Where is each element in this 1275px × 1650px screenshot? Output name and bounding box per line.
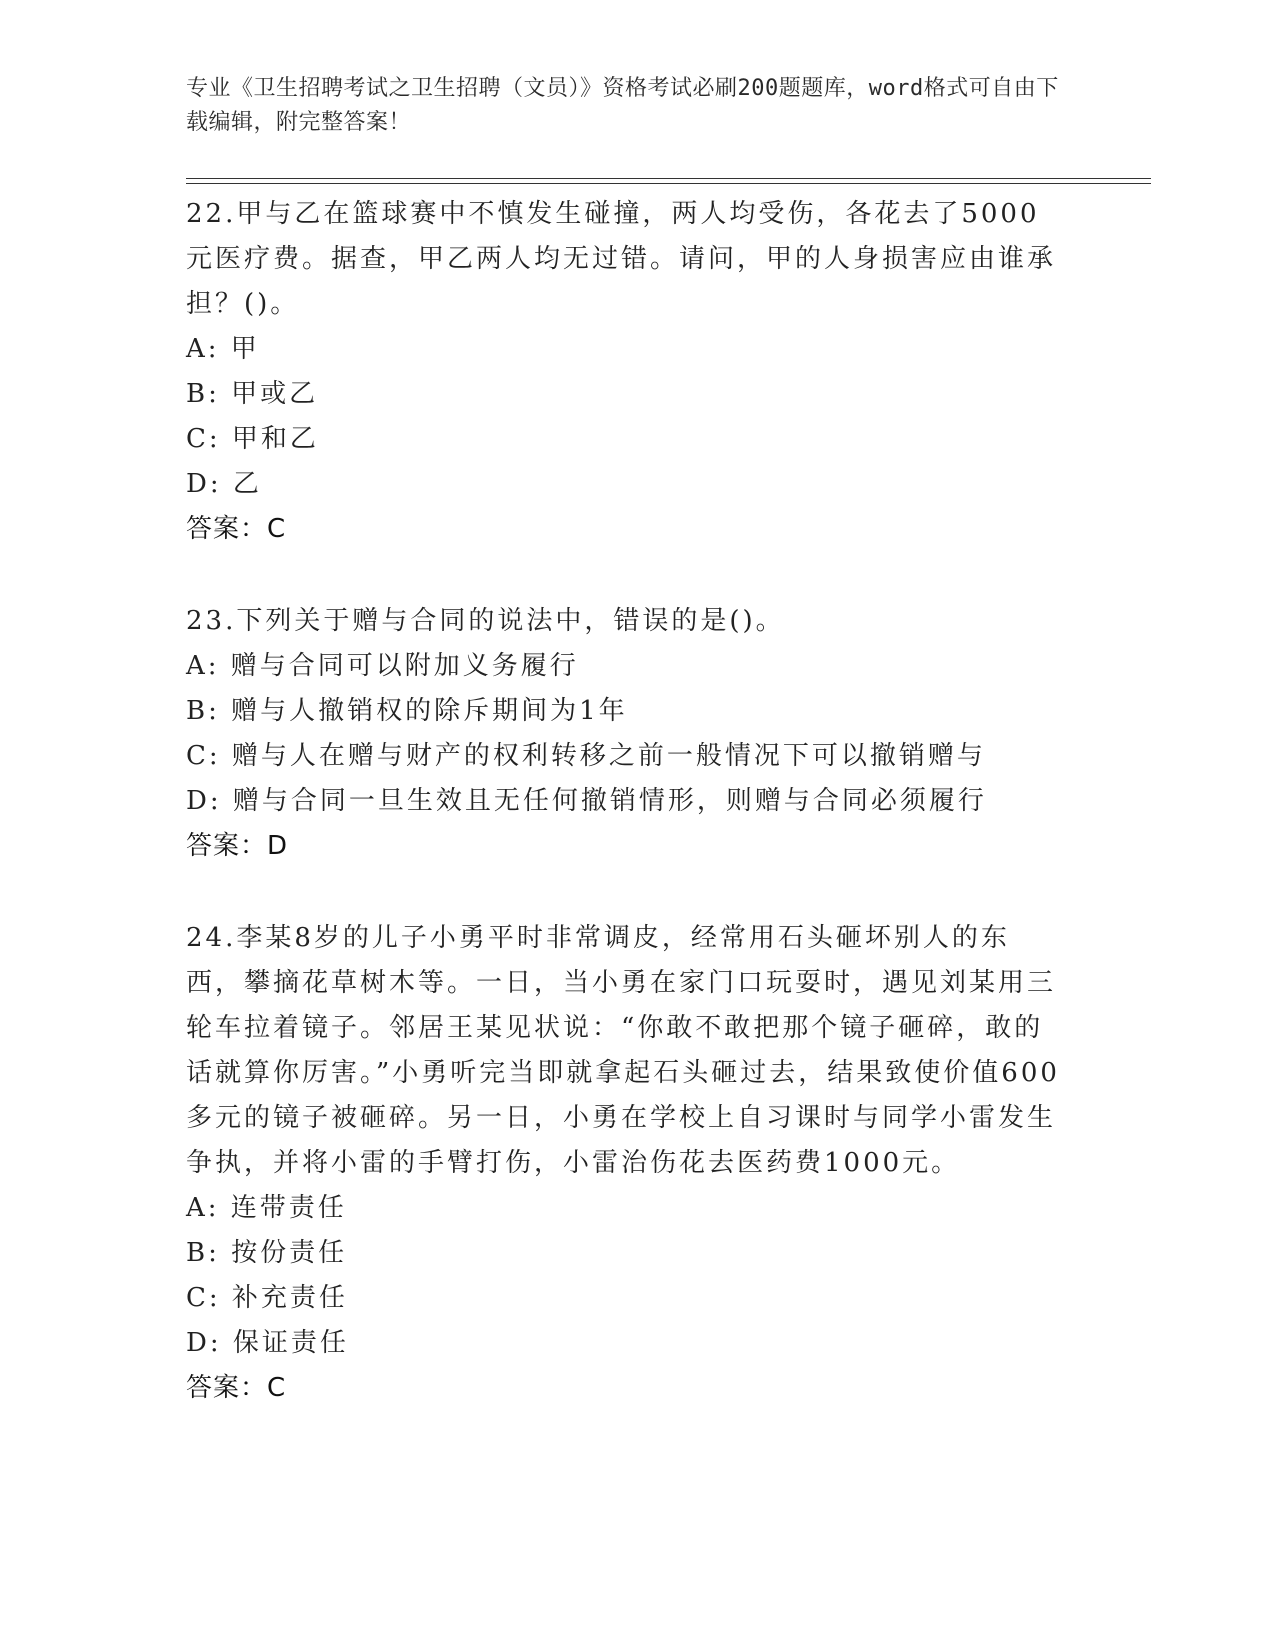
option-c: C: 甲和乙 [186, 424, 319, 454]
question-stem: 23.下列关于赠与合同的说法中，错误的是()。 [186, 606, 785, 636]
question-list [186, 192, 1066, 1458]
question-24 [186, 916, 1066, 1411]
answer-label: 答案：C [186, 1373, 287, 1403]
option-c: C: 赠与人在赠与财产的权利转移之前一般情况下可以撤销赠与 [186, 741, 986, 771]
option-d: D: 乙 [186, 469, 262, 499]
question-stem: 24.李某8岁的儿子小勇平时非常调皮，经常用石头砸坏别人的东西，攀摘花草树木等。一日，当小勇在家门口玩耍时，遇见刘某用三轮车拉着镜子。邻居王某见状说：“你敢不敢把那个镜子砸碎，敢的话就算你厉害。”小勇听完当即就拿起石头砸过去，结果致使价值600多元的镜子被砸碎。另一日，小勇在学校上自习课时与同学小雷发生争执，并将小雷的手臂打伤，小雷治伤花去医药费1000元。 [186, 923, 1060, 1178]
question-23 [186, 599, 1066, 869]
document-header: 专业《卫生招聘考试之卫生招聘（文员）》资格考试必刷200题题库，word格式可自由下载编辑，附完整答案！ [186, 76, 1059, 135]
option-d: D: 保证责任 [186, 1328, 349, 1358]
option-a: A: 甲 [186, 334, 260, 364]
question-22 [186, 192, 1066, 552]
option-a: A: 连带责任 [186, 1193, 347, 1223]
answer-label: 答案：C [186, 514, 287, 544]
header-divider-top [186, 178, 1151, 179]
option-b: B: 赠与人撤销权的除斥期间为1年 [186, 696, 628, 726]
option-b: B: 甲或乙 [186, 379, 319, 409]
option-c: C: 补充责任 [186, 1283, 348, 1313]
answer-label: 答案：D [186, 831, 289, 861]
option-a: A: 赠与合同可以附加义务履行 [186, 651, 579, 681]
question-stem: 22.甲与乙在篮球赛中不慎发生碰撞，两人均受伤，各花去了5000元医疗费。据查，甲乙两人均无过错。请问，甲的人身损害应由谁承担？()。 [186, 199, 1057, 319]
option-b: B: 按份责任 [186, 1238, 348, 1268]
option-d: D: 赠与合同一旦生效且无任何撤销情形，则赠与合同必须履行 [186, 786, 987, 816]
header-divider-bottom [186, 183, 1151, 184]
